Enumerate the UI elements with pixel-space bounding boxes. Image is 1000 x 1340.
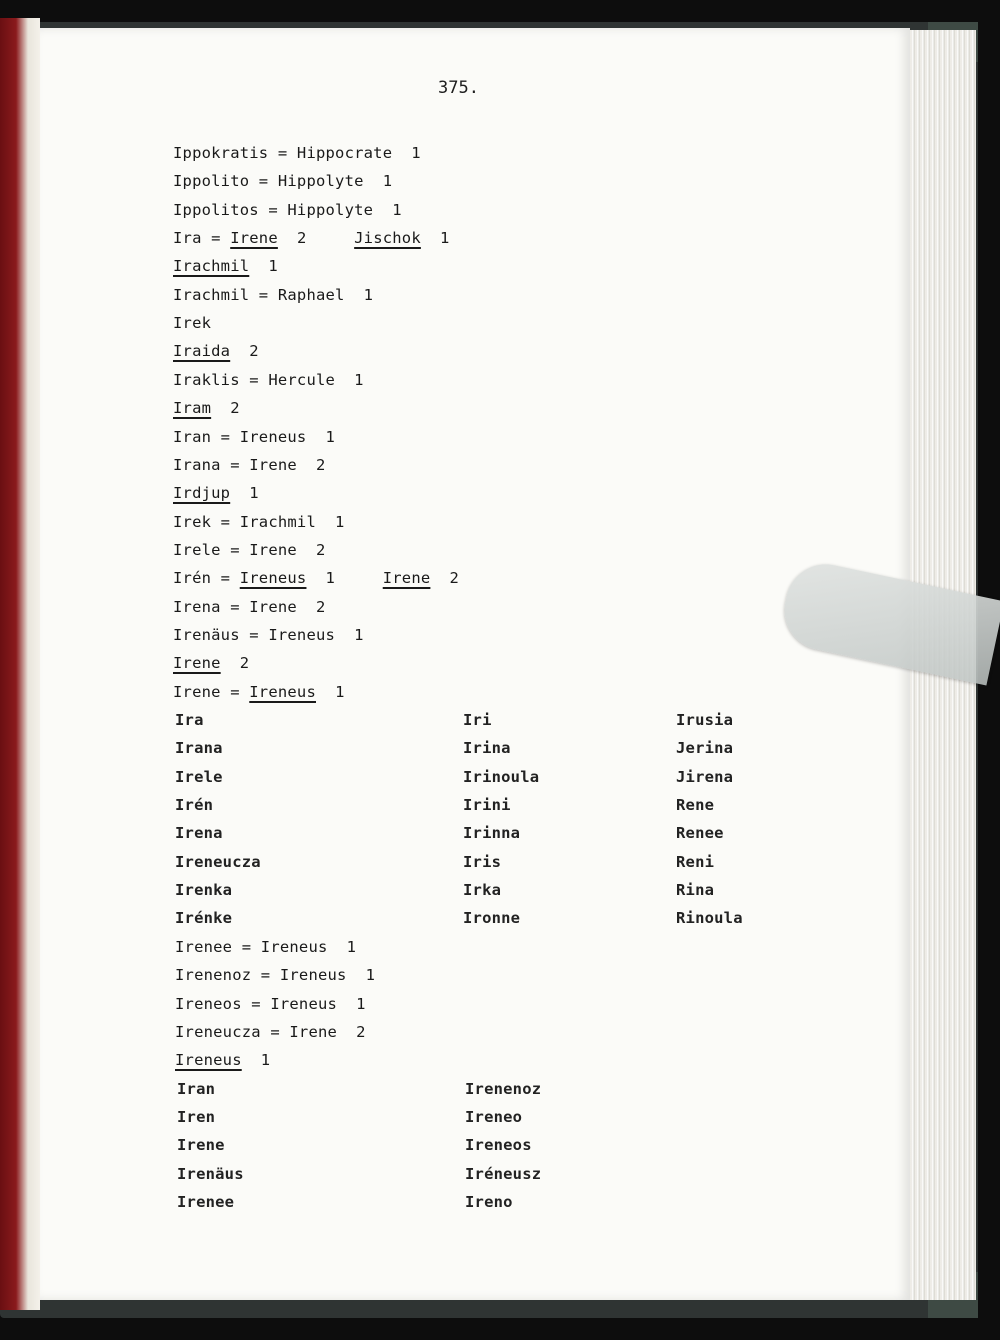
entry-line	[175, 938, 356, 956]
irene-variant: Jirena	[676, 767, 734, 786]
underlined-name: Jischok	[354, 229, 421, 248]
entry-line	[173, 286, 373, 304]
entry-text: 2	[211, 399, 240, 418]
irene-variant: Ireneucza	[175, 852, 261, 871]
underlined-name: Irene	[382, 569, 431, 588]
irene-variant: Irka	[463, 881, 502, 900]
entry-text: Irenee = Ireneus 1	[175, 937, 357, 956]
entry-line	[173, 456, 326, 474]
entry-text: Ireneos = Ireneus 1	[175, 994, 366, 1013]
entry-text: 2	[220, 654, 250, 673]
entry-text: Irachmil = Raphael 1	[173, 285, 374, 304]
entry-text: Irén =	[173, 569, 240, 588]
left-page-edge	[0, 18, 40, 1310]
irene-variant: Irina	[463, 739, 511, 758]
ireneus-variant: Iran	[177, 1079, 216, 1098]
underlined-name: Irachmil	[173, 257, 250, 276]
ireneus-variant: Ireneo	[465, 1107, 523, 1126]
entry-line	[173, 513, 345, 531]
entry-line	[173, 201, 402, 219]
irene-variant: Ira	[175, 711, 204, 729]
entry-line	[173, 229, 449, 247]
entry-text: Irene =	[173, 682, 250, 701]
entry-text: Ippolito = Hippolyte 1	[173, 172, 393, 191]
entry-line	[173, 257, 278, 275]
entry-text: Irena = Irene 2	[173, 597, 326, 616]
entry-line	[173, 172, 392, 190]
entry-text: Irenenoz = Ireneus 1	[175, 966, 376, 985]
entry-text: Irek	[173, 314, 212, 333]
entry-line	[173, 654, 249, 672]
entry-line	[173, 342, 259, 360]
irene-variant: Irinoula	[463, 767, 540, 786]
ireneus-variant: Irenäus	[177, 1164, 244, 1183]
ireneus-variant: Iréneusz	[465, 1164, 542, 1183]
irene-variant: Irusia	[676, 711, 734, 729]
entry-text: 1	[249, 257, 278, 276]
entry-line	[173, 598, 326, 616]
page-number: 375.	[438, 78, 479, 98]
ireneus-variant: Irene	[177, 1136, 225, 1155]
ireneus-variant: Ireneos	[465, 1136, 532, 1155]
entry-text: Irenäus = Ireneus 1	[173, 625, 364, 644]
entry-text: 1	[316, 682, 345, 701]
irene-variant: Reni	[676, 852, 715, 871]
entry-text: 1	[241, 1051, 271, 1070]
underlined-name: Iram	[173, 399, 212, 418]
entry-text: 1	[306, 569, 383, 588]
entry-text: Iraklis = Hercule 1	[173, 370, 364, 389]
irene-variant: Irenka	[175, 881, 233, 900]
entry-line	[175, 1051, 270, 1069]
entry-text: Ireneucza = Irene 2	[175, 1022, 366, 1041]
entry-line	[173, 428, 335, 446]
underlined-name: Irdjup	[173, 484, 231, 503]
entry-line	[173, 683, 345, 701]
entry-line	[175, 1023, 366, 1041]
irene-variant: Renee	[676, 824, 724, 843]
entry-text: Irek = Irachmil 1	[173, 512, 345, 531]
entry-text: Ippokratis = Hippocrate 1	[173, 144, 421, 162]
entry-text: Iran = Ireneus 1	[173, 427, 336, 446]
irene-variant: Iri	[463, 711, 492, 729]
entry-line	[175, 966, 375, 984]
underlined-name: Ireneus	[175, 1051, 242, 1070]
entry-text: Irele = Irene 2	[173, 540, 326, 559]
ireneus-variant: Iren	[177, 1107, 216, 1126]
entry-line	[173, 314, 211, 332]
ireneus-variant: Ireno	[465, 1192, 513, 1211]
irene-variant: Irinna	[463, 824, 521, 843]
entry-text: Irana = Irene 2	[173, 455, 326, 474]
irene-variant: Rinoula	[676, 909, 743, 928]
irene-variant: Irana	[175, 739, 223, 758]
irene-variant: Irén	[175, 796, 214, 815]
irene-variant: Irénke	[175, 909, 233, 928]
underlined-name: Irene	[230, 229, 278, 248]
entry-text: 1	[420, 229, 450, 248]
underlined-name: Iraida	[173, 342, 231, 361]
entry-text: Ippolitos = Hippolyte 1	[173, 200, 402, 219]
irene-variant: Iris	[463, 852, 502, 871]
irene-variant: Irena	[175, 824, 223, 843]
ireneus-variant: Irenee	[177, 1192, 235, 1211]
irene-variant: Irini	[463, 796, 511, 815]
irene-variant: Rina	[676, 881, 715, 900]
underlined-name: Ireneus	[249, 682, 316, 701]
entry-line	[173, 144, 421, 162]
entry-line	[173, 399, 240, 417]
irene-variant: Jerina	[676, 739, 734, 758]
entry-line	[173, 626, 364, 644]
irene-variant: Irele	[175, 767, 223, 786]
entry-text: 2	[230, 342, 259, 361]
entry-text: 2	[430, 569, 460, 588]
entry-line	[173, 569, 459, 587]
ireneus-variant: Irenenoz	[465, 1079, 542, 1098]
underlined-name: Ireneus	[239, 569, 307, 588]
underlined-name: Irene	[173, 654, 221, 673]
entry-text: 1	[230, 484, 259, 503]
entry-line	[173, 541, 326, 559]
entry-line	[175, 995, 366, 1013]
entry-line	[173, 484, 259, 502]
entry-text: 2	[277, 229, 355, 248]
irene-variant: Ironne	[463, 909, 521, 928]
entry-text: Ira =	[173, 229, 231, 248]
irene-variant: Rene	[676, 796, 715, 815]
entry-line	[173, 371, 364, 389]
